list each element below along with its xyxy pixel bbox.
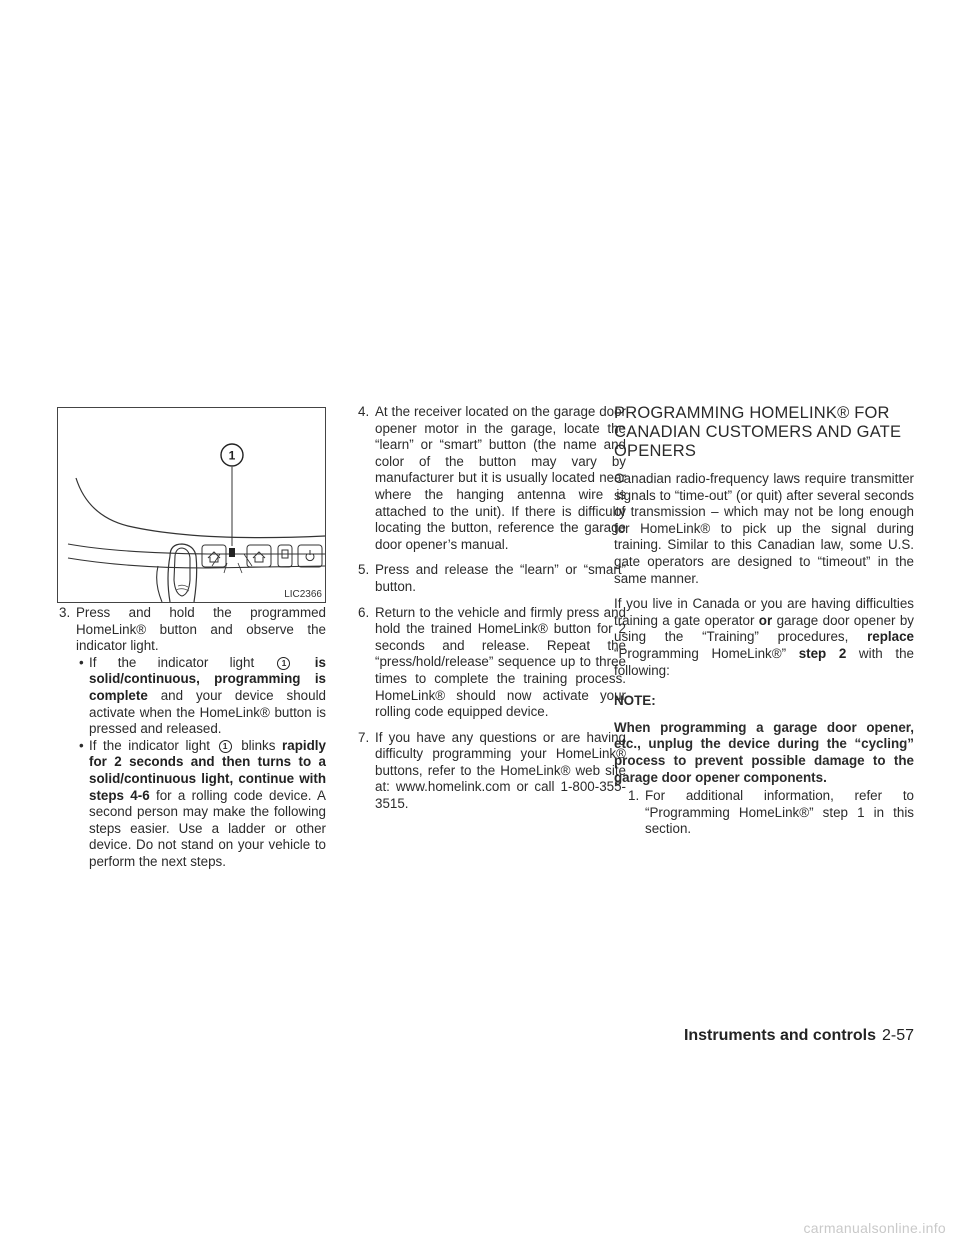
paragraph-text: “Programming HomeLink®” <box>614 645 787 661</box>
step-text: Press and release the “learn” or “smart” button. <box>375 562 626 594</box>
step-3 <box>57 605 326 871</box>
paragraph-training <box>614 596 914 679</box>
paragraph-bold-text: step 2 <box>798 645 847 661</box>
column-right <box>614 404 914 847</box>
bullet-text: blinks <box>241 737 276 753</box>
homelink-figure <box>57 407 326 603</box>
paragraph-text: If you live in Canada or you are having difficulties training a gate operator <box>614 596 914 628</box>
step-text: If you have any questions or are having difficulty programming your HomeLink® buttons, refer to the HomeLink® web site at: www.homelink.com or call 1-800-355-3515. <box>375 729 626 812</box>
step-number: 5. <box>358 562 370 578</box>
step-4 <box>356 404 626 553</box>
homelink-illustration <box>58 408 325 602</box>
note-body: When programming a garage door opener, etc., unplug the device during the “cycling” process to prevent possible damage to the garage door opener components. <box>614 719 914 785</box>
paragraph-bold-text: replace <box>867 629 914 645</box>
step-number: 6. <box>358 604 370 620</box>
callout-1-icon: 1 <box>219 740 232 753</box>
paragraph-canadian-laws: Canadian radio-frequency laws require transmitter signals to “time-out” (or quit) after several seconds of transmission – which may not be long enough for HomeLink® to pick up the signal during training. Similar to this Canadian law, some U.S. gate operators are designed to “timeout” in the same manner. <box>614 471 914 586</box>
step-7 <box>356 730 626 813</box>
bullet-bold-text: rapidly for 2 seconds and then turns to a solid/continuous light, continue with steps 4-6 <box>89 737 326 803</box>
page-footer <box>660 1027 914 1045</box>
footer-section-title: Instruments and controls <box>683 1027 876 1044</box>
step-number: 3. <box>59 605 71 620</box>
step-text: At the receiver located on the garage door opener motor in the garage, locate the “learn” or “smart” button (the name and color of the button may vary by manufacturer but it is usually located near where the hanging antenna wire is attached to the unit). If there is difficulty locating the button, reference the garage door opener’s manual. <box>375 404 626 552</box>
bullet-text: If the indicator light <box>89 737 211 753</box>
figure-label: LIC2366 <box>284 589 322 600</box>
bullet-text: If the indicator light <box>89 654 255 670</box>
column-middle <box>356 404 626 822</box>
watermark: carmanualsonline.info <box>803 1220 946 1236</box>
bullet-icon: • <box>79 737 84 753</box>
step-text: Press and hold the programmed HomeLink® button and observe the indicator light. <box>76 605 326 654</box>
bullet-text: for a rolling code device. A second person may make the following steps easier. Use a ladder or other device. Do not stand on your vehicle to perform the next steps. <box>89 787 326 869</box>
bullet-solid <box>76 655 326 738</box>
section-title: PROGRAMMING HOMELINK® FOR CANADIAN CUSTOMERS AND GATE OPENERS <box>614 404 902 460</box>
callout-1-icon: 1 <box>277 657 290 670</box>
paragraph-bold-text: or <box>758 612 773 628</box>
step-text: Return to the vehicle and firmly press and hold the trained HomeLink® button for 2 seconds and release. Repeat the “press/hold/release” sequence up to three times to complete the training process. HomeLink® should now activate your rolling code equipped device. <box>375 604 626 720</box>
step-6 <box>356 605 626 721</box>
step-text: For additional information, refer to “Programming HomeLink®” step 1 in this section. <box>645 788 914 837</box>
note-label: NOTE: <box>614 693 656 709</box>
paragraph-text: with the following: <box>614 645 914 678</box>
step-number: 1. <box>628 788 640 804</box>
paragraph-text: garage door opener by using the “Training” procedures, <box>614 612 914 645</box>
bullet-icon: • <box>79 654 84 670</box>
step-5 <box>356 562 626 595</box>
canada-step-1 <box>626 788 914 838</box>
bullet-text: and your device should activate when the HomeLink® button is pressed and released. <box>89 687 326 737</box>
bullet-rapid <box>76 738 326 871</box>
step-number: 7. <box>358 729 370 745</box>
page-number: 2-57 <box>881 1027 914 1044</box>
bullet-bold-text: is solid/continuous, programming is complete <box>89 654 326 703</box>
step-number: 4. <box>358 404 370 419</box>
column-left <box>57 605 326 880</box>
figure-callout: 1 <box>228 448 236 463</box>
